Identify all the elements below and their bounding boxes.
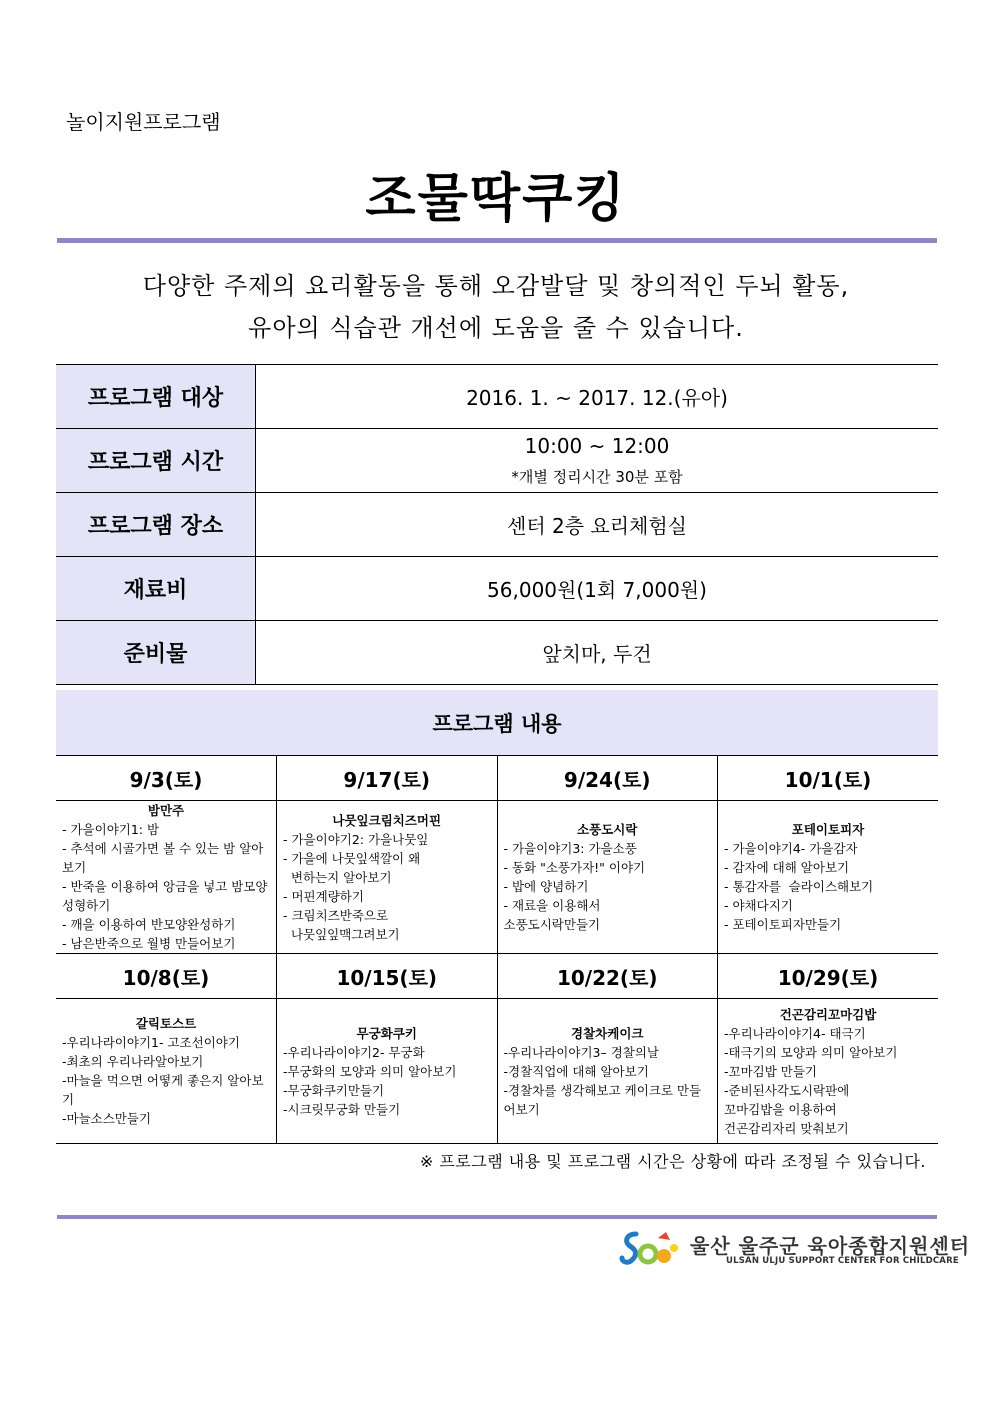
program-category: 놀이지원프로그램 <box>66 110 221 134</box>
session-title: 소풍도시락 <box>577 822 638 837</box>
session-item: - 가을이야기4- 가을감자 <box>724 841 858 856</box>
fee-value: 56,000원(1회 7,000원) <box>256 557 939 621</box>
supplies-value: 앞치마, 두건 <box>256 621 939 685</box>
session-cell <box>497 999 718 1144</box>
top-divider <box>57 238 937 243</box>
session-item: - 깨을 이용하여 반모양완성하기 <box>62 917 236 932</box>
page-title: 조물딱쿠킹 <box>365 169 627 229</box>
session-date: 9/3(토) <box>56 756 277 801</box>
session-item: - 통감자를 슬라이스해보기 <box>724 879 874 894</box>
session-cell <box>277 801 498 954</box>
session-title: 경찰차케이크 <box>571 1025 644 1041</box>
info-row-target <box>56 365 938 429</box>
time-note: *개별 정리시간 30분 포함 <box>511 468 683 486</box>
session-date: 10/22(토) <box>497 954 718 999</box>
content-heading: 프로그램 내용 <box>56 690 938 756</box>
session-item: -경찰차를 생각해보고 케이크로 만들어보기 <box>503 1082 702 1117</box>
session-item: - 야채다지기 <box>724 898 793 913</box>
time-cell <box>256 429 939 493</box>
info-row-place <box>56 493 938 557</box>
session-item: -우리나라이야기4- 태극기 <box>724 1025 866 1041</box>
schedule-note: ※ 프로그램 내용 및 프로그램 시간은 상황에 따라 조정될 수 있습니다. <box>419 1152 926 1171</box>
session-item: - 머핀계량하기 <box>283 888 364 904</box>
session-date: 10/8(토) <box>56 954 277 999</box>
org-name: 울산 울주군 육아종합지원센터 <box>690 1234 971 1258</box>
session-item: - 포테이토피자만들기 <box>724 917 842 932</box>
session-item: -우리나라이야기1- 고조선이야기 <box>62 1035 240 1050</box>
session-title: 나뭇잎크림치즈머핀 <box>332 812 442 828</box>
session-item: -무궁화의 모양과 의미 알아보기 <box>283 1063 457 1079</box>
session-title: 포테이토피자 <box>791 822 865 837</box>
place-label: 프로그램 장소 <box>56 493 256 557</box>
session-item: - 동화 "소풍가자!" 이야기 <box>503 860 646 875</box>
session-cell <box>718 999 939 1144</box>
target-label: 프로그램 대상 <box>56 365 256 429</box>
date-row-1 <box>56 756 938 801</box>
info-row-supplies <box>56 621 938 685</box>
session-date: 9/17(토) <box>277 756 498 801</box>
session-title: 밤만주 <box>147 803 185 818</box>
session-item: 건곤감리자리 맞춰보기 <box>724 1120 849 1136</box>
session-item: -태극기의 모양과 의미 알아보기 <box>724 1044 898 1060</box>
session-date: 10/1(토) <box>718 756 939 801</box>
activity-row-1 <box>56 801 938 954</box>
session-cell <box>718 801 939 954</box>
session-date: 10/29(토) <box>718 954 939 999</box>
program-info-table <box>56 364 938 685</box>
session-date: 10/15(토) <box>277 954 498 999</box>
intro-line-1: 다양한 주제의 요리활동을 통해 오감발달 및 창의적인 두뇌 활동, <box>142 272 850 300</box>
session-item: - 가을이야기2: 가을나뭇잎 <box>283 831 429 847</box>
session-item: -준비된사각도시락판에 <box>724 1082 850 1098</box>
target-value: 2016. 1. ~ 2017. 12.(유아) <box>256 365 939 429</box>
org-name-en: ULSAN ULJU SUPPORT CENTER FOR CHILDCARE <box>726 1256 959 1266</box>
session-item: - 반죽을 이용하여 앙금을 넣고 밤모양 성형하기 <box>62 879 272 913</box>
session-cell <box>56 801 277 954</box>
session-item: -시크릿무궁화 만들기 <box>283 1101 401 1117</box>
session-item: - 감자에 대해 알아보기 <box>724 860 850 875</box>
activity-row-2 <box>56 999 938 1144</box>
time-label: 프로그램 시간 <box>56 429 256 493</box>
session-date: 9/24(토) <box>497 756 718 801</box>
date-row-2 <box>56 954 938 999</box>
session-item: -우리나라이야기2- 무궁화 <box>283 1044 425 1060</box>
time-value: 10:00 ~ 12:00 <box>524 434 670 458</box>
session-item: - 추석에 시골가면 볼 수 있는 밤 알아보기 <box>62 841 264 875</box>
supplies-label: 준비물 <box>56 621 256 685</box>
session-item: -무궁화쿠키만들기 <box>283 1082 385 1098</box>
bottom-divider <box>57 1215 937 1219</box>
schedule-table <box>56 755 938 1144</box>
session-item: -마늘을 먹으면 어떻게 좋은지 알아보기 <box>62 1073 264 1107</box>
session-cell <box>277 999 498 1144</box>
session-item: -마늘소스만들기 <box>62 1111 152 1126</box>
session-item: - 남은반죽으로 월병 만들어보기 <box>62 936 236 951</box>
session-cell <box>497 801 718 954</box>
fee-label: 재료비 <box>56 557 256 621</box>
session-title: 건곤감리꼬마김밥 <box>779 1006 877 1022</box>
session-item: - 가을이야기1: 밤 <box>62 822 160 837</box>
session-item: 꼬마김밥을 이용하여 <box>724 1101 837 1117</box>
session-cell <box>56 999 277 1144</box>
session-item: 소풍도시락만들기 <box>503 917 601 932</box>
session-title: 무궁화쿠키 <box>356 1025 417 1041</box>
session-item: -우리나라이야기3– 경찰의날 <box>503 1044 660 1060</box>
intro-line-2: 유아의 식습관 개선에 도움을 줄 수 있습니다. <box>248 314 744 342</box>
center-logo-icon <box>618 1228 686 1270</box>
session-item: -꼬마김밥 만들기 <box>724 1063 818 1079</box>
session-item: -최초의 우리나라알아보기 <box>62 1054 204 1069</box>
session-item: - 밥에 양념하기 <box>503 879 589 894</box>
info-row-fee <box>56 557 938 621</box>
session-item: - 가을에 나뭇잎색깔이 왜 변하는지 알아보기 <box>283 850 421 885</box>
session-item: - 크림치즈반죽으로 나뭇잎잎맥그려보기 <box>283 907 400 942</box>
session-item: -경찰직업에 대해 알아보기 <box>503 1063 649 1079</box>
info-row-time <box>56 429 938 493</box>
session-item: - 가을이야기3: 가을소풍 <box>503 841 637 856</box>
session-title: 갈릭토스트 <box>135 1016 197 1031</box>
session-item: - 재료을 이용해서 <box>503 898 601 913</box>
place-value: 센터 2층 요리체험실 <box>256 493 939 557</box>
